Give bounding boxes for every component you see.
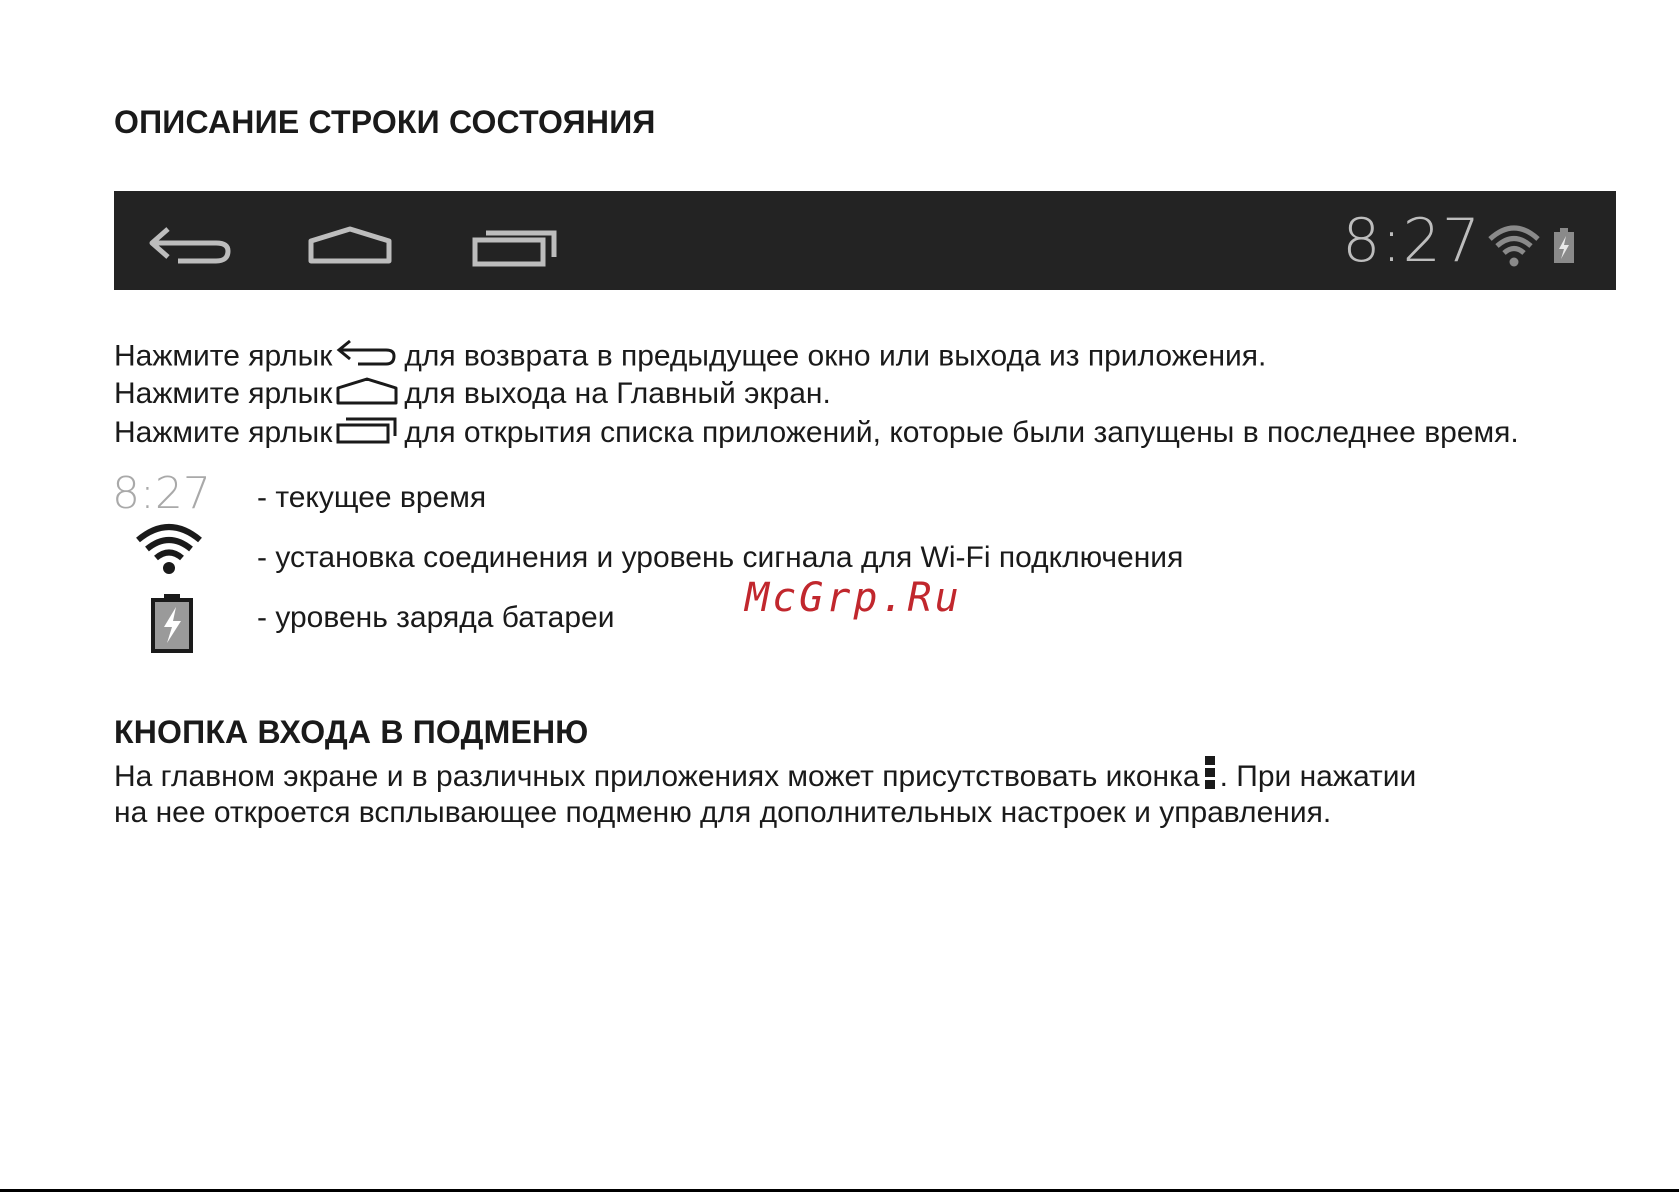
- section-title-submenu: КНОПКА ВХОДА В ПОДМЕНЮ: [114, 714, 589, 750]
- home-icon: [308, 225, 392, 265]
- submenu-paragraph-line-1: На главном экране и в различных приложениях может присутствовать иконка . При нажатии: [114, 755, 1416, 801]
- status-time: 8:27: [1342, 206, 1481, 276]
- instruction-home: Нажмите ярлык для выхода на Главный экран.: [114, 377, 831, 410]
- submenu-paragraph-line-2: на нее откроется всплывающее подменю для дополнительных настроек и управления.: [114, 796, 1332, 829]
- instruction-recent: Нажмите ярлык для открытия списка приложений, которые были запущены в последнее время.: [114, 416, 1519, 449]
- instruction-back: Нажмите ярлык для возврата в предыдущее окно или выхода из приложения.: [114, 339, 1267, 373]
- section-title-status-bar: ОПИСАНИЕ СТРОКИ СОСТОЯНИЯ: [114, 104, 656, 140]
- battery-charging-icon: [150, 593, 194, 653]
- overflow-menu-icon: [1204, 755, 1216, 791]
- wifi-icon: [1487, 223, 1541, 269]
- battery-charging-icon: [1552, 227, 1576, 265]
- status-bar-illustration: [114, 191, 1616, 290]
- back-icon: [336, 338, 398, 368]
- legend-text-time: - текущее время: [257, 481, 487, 514]
- legend-text-battery: - уровень заряда батареи: [257, 601, 615, 634]
- recent-apps-icon: [472, 227, 558, 267]
- home-icon: [336, 377, 398, 405]
- back-icon: [148, 223, 234, 267]
- legend-time-sample: 8:27: [112, 468, 211, 519]
- legend-text-wifi: - установка соединения и уровень сигнала для Wi-Fi подключения: [257, 541, 1184, 574]
- recent-apps-icon: [336, 416, 398, 444]
- watermark: McGrp.Ru: [745, 575, 962, 621]
- wifi-icon: [134, 520, 204, 576]
